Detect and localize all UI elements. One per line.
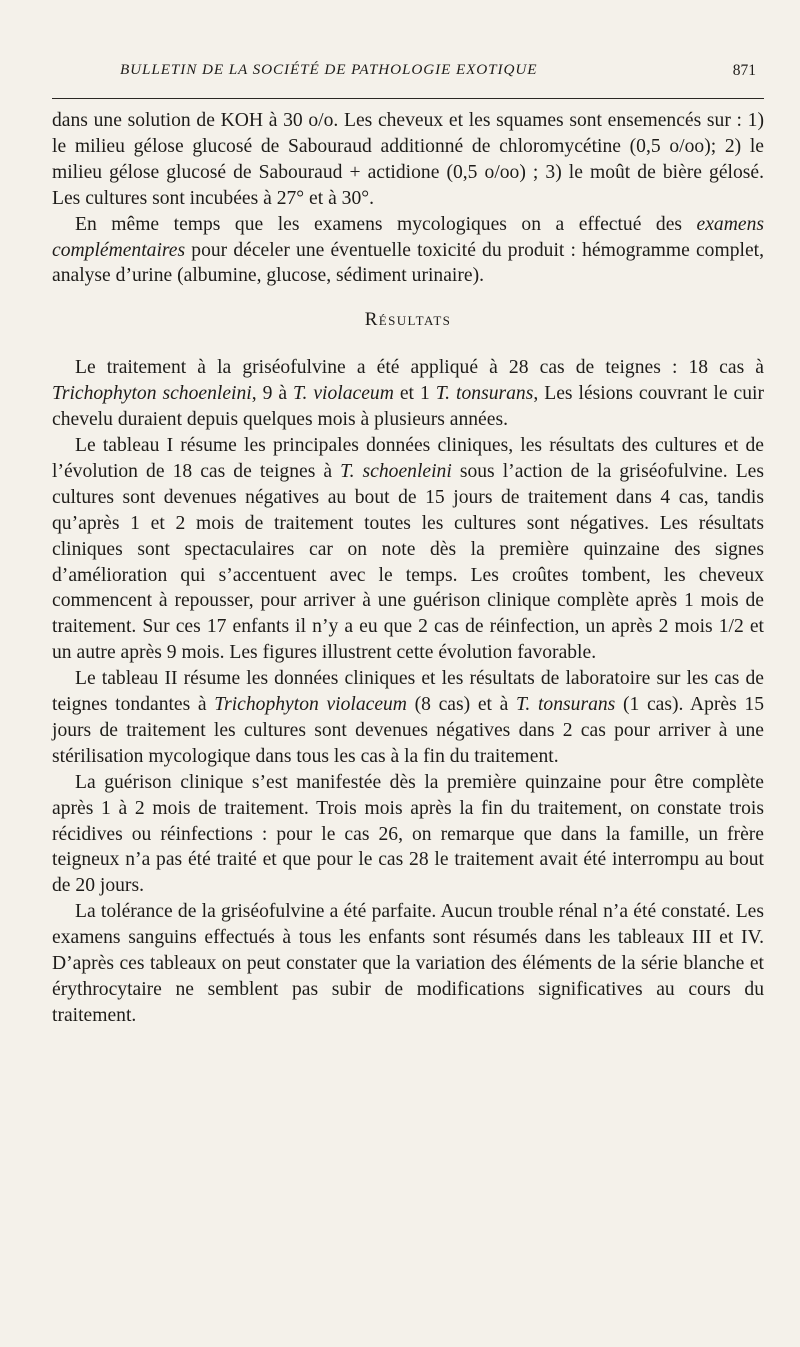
paragraph-tableau-1 <box>52 433 764 666</box>
section-heading-resultats: Résultats <box>364 309 452 331</box>
text-run: En même temps que les examens mycologiques on a effectué des <box>75 213 697 235</box>
italic-term: T. violaceum <box>293 383 394 405</box>
text-run: pour déceler une éventuelle toxicité du produit : hémogramme complet, analyse d’urine (albumine, glucose, sédiment urinaire). <box>52 239 764 287</box>
text-run: , 9 à <box>251 383 294 405</box>
italic-term: T. tonsurans <box>515 694 616 716</box>
text-run: et 1 <box>393 383 436 405</box>
text-run: Le tableau I résume les principales données cliniques, les résultats des cultures et de l’évolution de 18 cas de teignes à <box>52 434 764 482</box>
paragraph-examens-complementaires <box>52 212 764 290</box>
text-run: La tolérance de la griséofulvine a été parfaite. Aucun trouble rénal n’a été constaté. Les examens sanguins effectués à tous les enfants sont résumés dans les tableaux III et IV. D’après ces tableaux on peut constater que la variation des éléments de la série blanche et érythrocytaire ne semblent pas subir de modifications significatives au cours du traitement. <box>52 901 764 1026</box>
page-number: 871 <box>732 62 756 79</box>
italic-term: Trichophyton violaceum <box>214 694 407 716</box>
running-header <box>52 58 764 99</box>
running-title: BULLETIN DE LA SOCIÉTÉ DE PATHOLOGIE EXOTIQUE <box>120 61 538 78</box>
text-run: (1 cas). Après 15 jours de traitement les cultures sont devenues négatives dans 2 cas pour arriver à une stérilisation mycologique dans tous les cas à la fin du traitement. <box>52 694 765 767</box>
text-run: sous l’action de la griséofulvine. Les cultures sont devenues négatives au bout de 15 jours de traitement dans 4 cas, tandis qu’après 1 et 2 mois de traitement toutes les cultures sont négatives. Les résultats cliniques sont spectaculaires car on note dès la première quinzaine des signes d’amélioration qui s’accentuent avec le temps. Les croûtes tombent, les cheveux commencent à repousser, pour arriver à une guérison clinique complète après 1 mois de traitement. Sur ces 17 enfants il n’y a eu que 2 cas de réinfection, un après 2 mois 1/2 et un autre après 9 mois. Les figures illustrent cette évolution favorable. <box>52 460 764 664</box>
article-body <box>52 108 764 1029</box>
italic-term: T. tonsurans <box>435 383 534 405</box>
text-run: La guérison clinique s’est manifestée dès la première quinzaine pour être complète après 1 à 2 mois de traitement. Trois mois après la fin du traitement, on constate trois récidives ou réinfections : pour le cas 26, on remarque que dans la famille, un frère teigneux n’a pas été traité et que pour le cas 28 le traitement avait été interrompu au bout de 20 jours. <box>52 771 764 897</box>
paragraph-cultures <box>52 108 764 212</box>
text-run: (8 cas) et à <box>406 694 516 716</box>
paragraph-tableau-2 <box>52 666 764 770</box>
paragraph-traitement <box>52 355 764 433</box>
italic-term: T. schoenleini <box>340 460 452 482</box>
paragraph-tolerance <box>52 899 764 1029</box>
italic-term: Trichophyton schoenleini <box>52 383 252 405</box>
text-run: dans une solution de KOH à 30 o/o. Les cheveux et les squames sont ensemencés sur : 1) le milieu gélose glucosé de Sabouraud additionné de chloromycétine (0,5 o/oo); 2) le milieu gélose glucosé de Sabouraud + actidione (0,5 o/oo) ; 3) le moût de bière gélosé. Les cultures sont incubées à 27° et à 30°. <box>52 110 764 209</box>
text-run: Le tableau II résume les données cliniques et les résultats de laboratoire sur les cas de teignes tondantes à <box>52 668 764 716</box>
paragraph-guerison-clinique <box>52 770 764 900</box>
text-run: Le traitement à la griséofulvine a été appliqué à 28 cas de teignes : 18 cas à <box>75 357 764 379</box>
italic-term: examens complémentaires <box>52 213 764 261</box>
text-run: , Les lésions couvrant le cuir chevelu duraient depuis quelques mois à plusieurs années. <box>52 383 764 431</box>
